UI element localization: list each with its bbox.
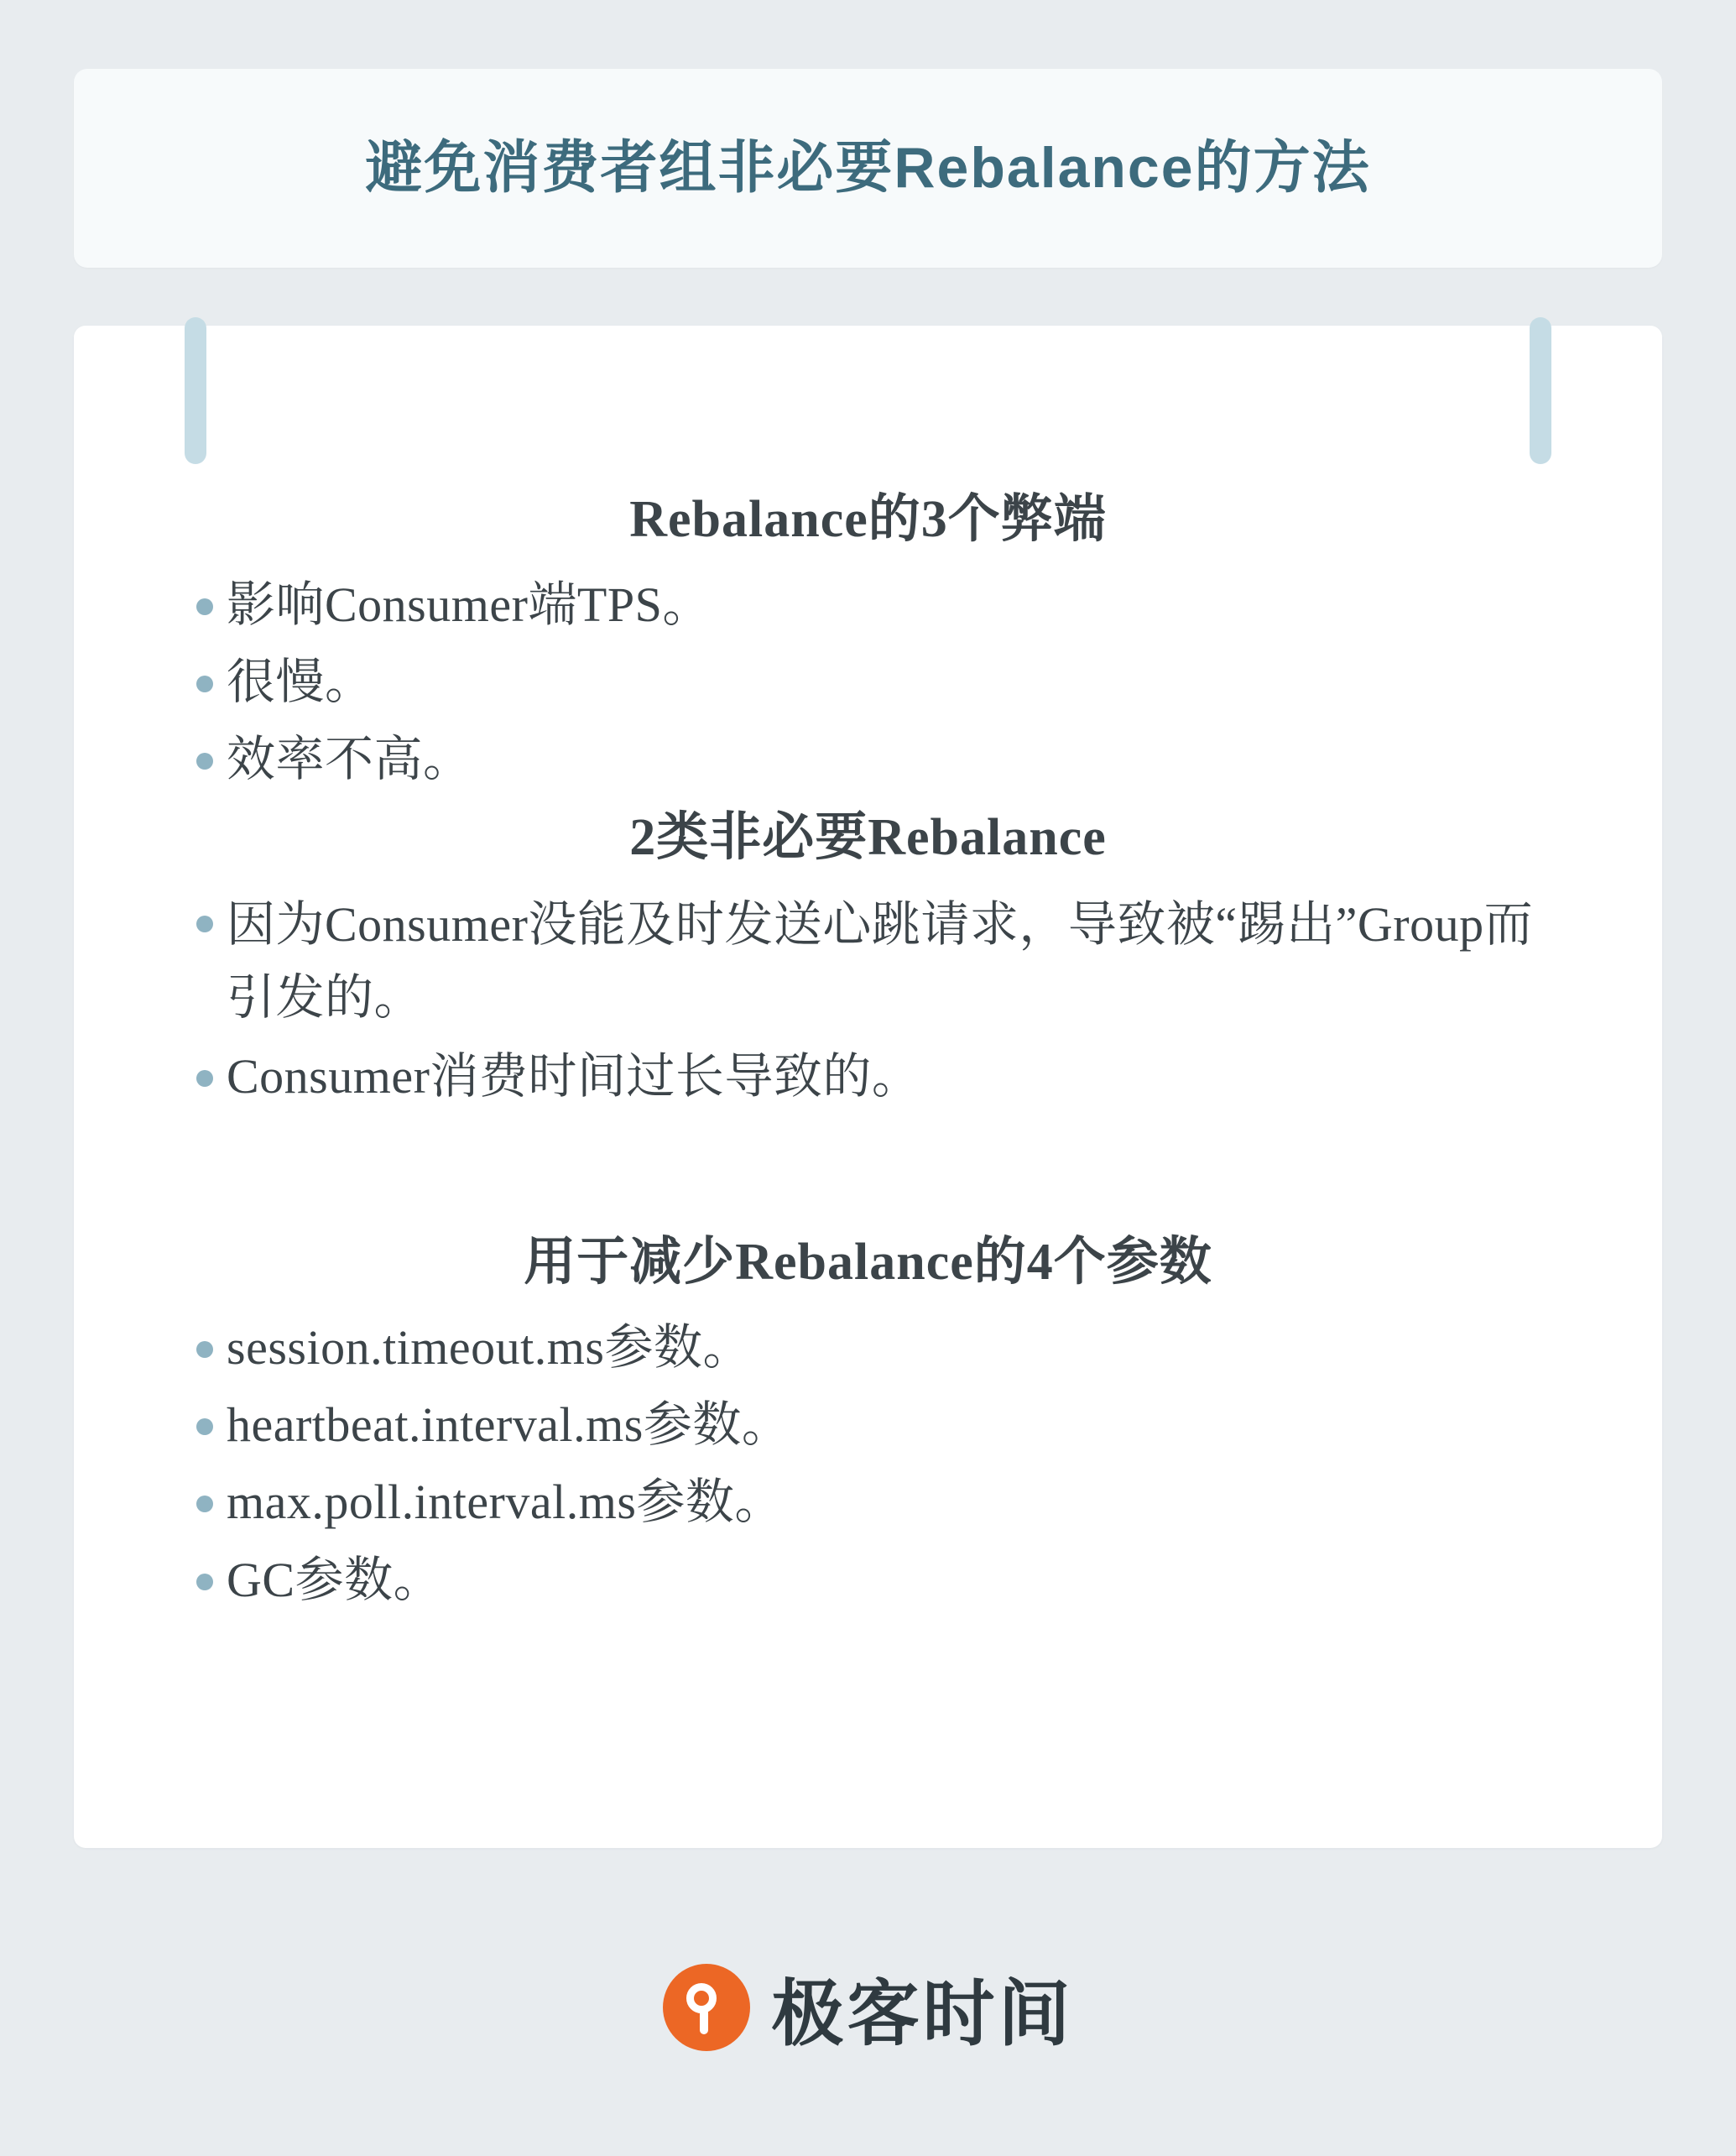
list-item: GC参数。 [183, 1546, 1553, 1615]
section-list-drawbacks [183, 571, 1553, 795]
section-heading-drawbacks: Rebalance的3个弊端 [629, 491, 1107, 548]
title-card [74, 69, 1662, 268]
page-title: 避免消费者组非必要Rebalance的方法 [365, 135, 1371, 200]
list-item: Consumer消费时间过长导致的。 [183, 1042, 1553, 1111]
list-item: max.poll.interval.ms参数。 [183, 1468, 1553, 1537]
content-body [74, 326, 1662, 1623]
geek-time-logo-icon [663, 1964, 750, 2051]
brand-name: 极客时间 [771, 1974, 1074, 2054]
section-spacer [183, 1120, 1553, 1149]
list-item: 影响Consumer端TPS。 [183, 571, 1553, 639]
section-heading-parameters: 用于减少Rebalance的4个参数 [524, 1233, 1212, 1291]
section-list-parameters [183, 1313, 1553, 1615]
section-heading-unnecessary: 2类非必要Rebalance [629, 808, 1107, 866]
list-item: session.timeout.ms参数。 [183, 1313, 1553, 1382]
footer-brand [0, 1955, 1736, 2059]
section-list-unnecessary [183, 888, 1553, 1111]
list-item: 很慢。 [183, 648, 1553, 717]
list-item: 因为Consumer没能及时发送心跳请求，导致被“踢出”Group而引发的。 [183, 888, 1553, 1034]
list-item: 效率不高。 [183, 725, 1553, 794]
list-item: heartbeat.interval.ms参数。 [183, 1391, 1553, 1459]
